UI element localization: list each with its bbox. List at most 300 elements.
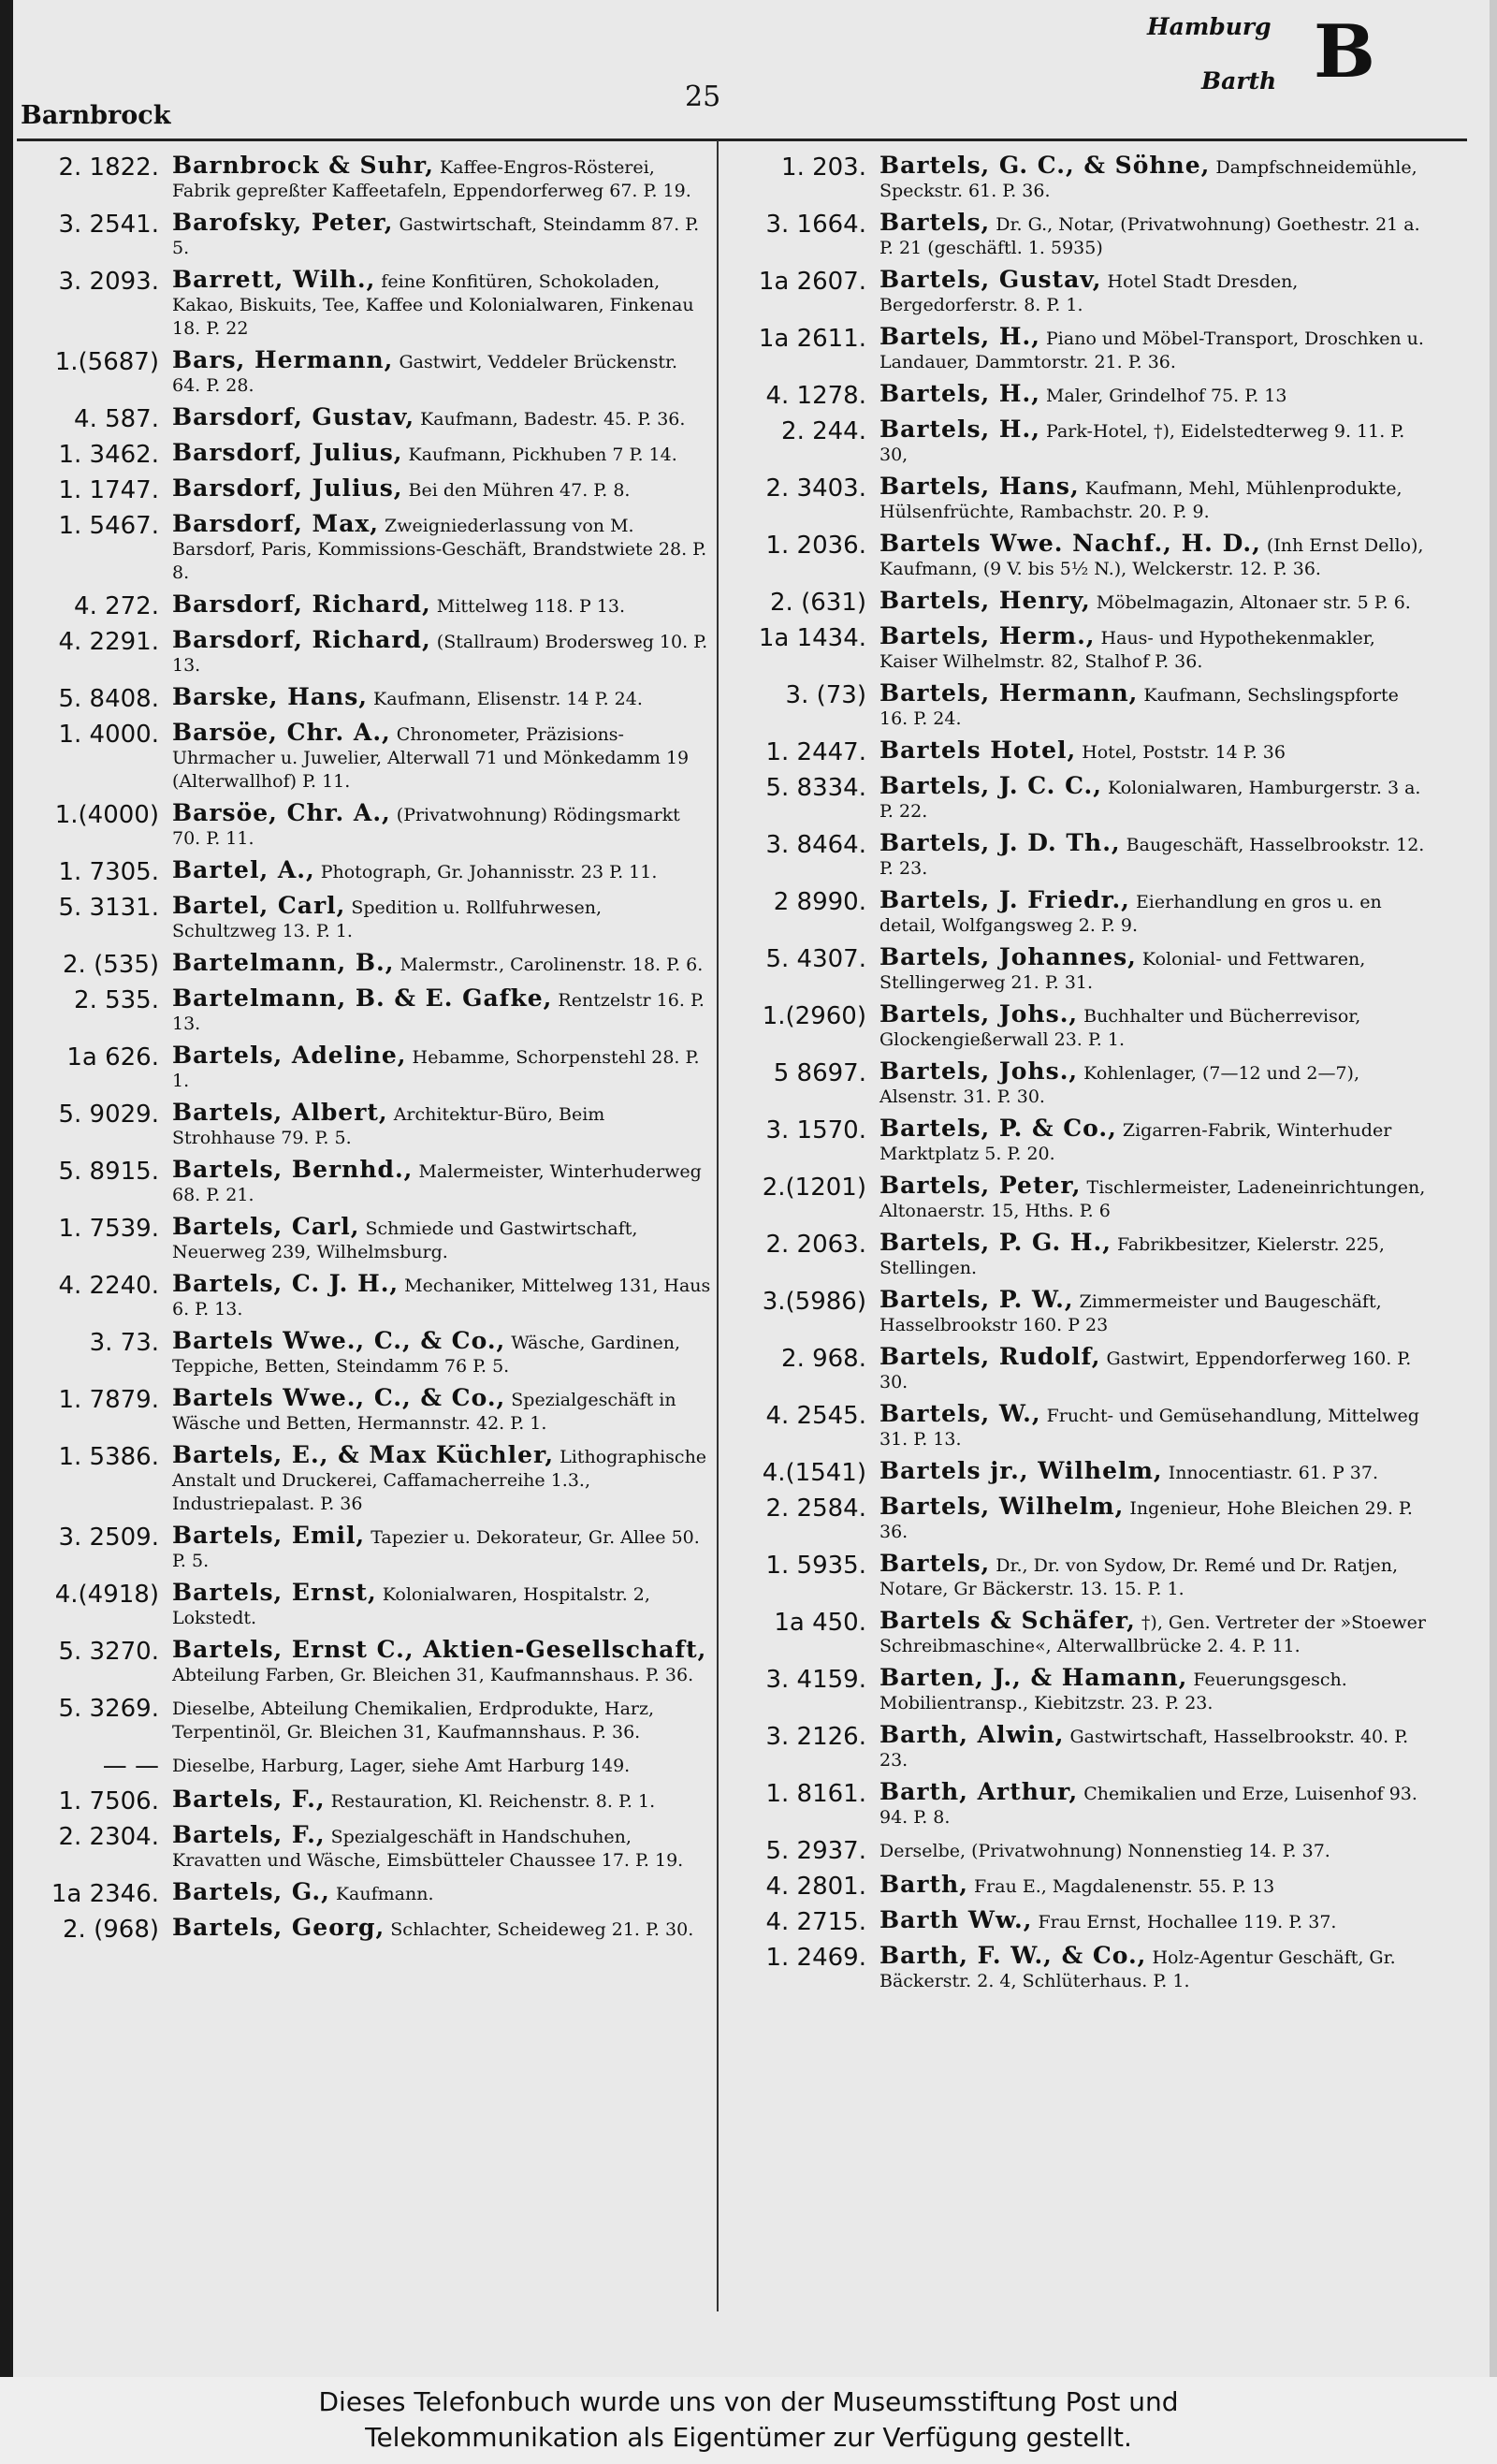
phone-number: 5. 8915. (58, 1158, 159, 1186)
entry-text (879, 1116, 1428, 1166)
subscriber-name: Barofsky, Peter, (172, 209, 394, 236)
subscriber-detail: Frau E., Magdalenenstr. 55. P. 13 (973, 1876, 1275, 1897)
directory-entry (735, 1231, 1428, 1280)
directory-entry (735, 1059, 1428, 1109)
entry-text (879, 1402, 1428, 1451)
entry-text (172, 1823, 711, 1873)
directory-entry (19, 1524, 711, 1573)
phone-number: 2. 2063. (765, 1231, 866, 1259)
subscriber-name: Barrett, Wilh., (172, 266, 376, 293)
subscriber-detail: Mittelweg 118. P 13. (436, 596, 626, 617)
phone-number: 3.(5986) (762, 1288, 866, 1316)
phone-number: 5 8697. (773, 1059, 866, 1087)
subscriber-detail: Frucht- und Gemüsehandlung, Mittelweg 31. P. 13. (879, 1406, 1419, 1450)
subscriber-detail: Spezialgeschäft in Wäsche und Betten, Hermannstr. 42. P. 1. (172, 1390, 676, 1434)
directory-entry (19, 1386, 711, 1436)
directory-entry (735, 945, 1428, 995)
phone-number: 3. 8464. (765, 831, 866, 859)
subscriber-name: Bartels, Georg, (172, 1914, 385, 1941)
entry-text (879, 1288, 1428, 1337)
page-binding-edge (0, 0, 13, 2377)
subscriber-name: Barsöe, Chr. A., (172, 799, 391, 826)
subscriber-name: Barth, Arthur, (879, 1778, 1079, 1805)
entry-text (172, 1638, 711, 1687)
subscriber-detail: Gastwirtschaft, Hasselbrookstr. 40. P. 23. (879, 1727, 1409, 1771)
subscriber-name: Bartels, Henry, (879, 587, 1091, 614)
entry-text (172, 1443, 711, 1516)
subscriber-detail: Hotel, Poststr. 14 P. 36 (1082, 742, 1286, 763)
phone-number: 1a 2346. (51, 1880, 159, 1908)
phone-number: 4. 2801. (765, 1873, 866, 1901)
entry-text (879, 417, 1428, 467)
entry-text (879, 1873, 1428, 1899)
entry-text (172, 628, 711, 678)
subscriber-name: Bartels, Johannes, (879, 943, 1137, 970)
right-catchword-name: Barth (1201, 67, 1277, 95)
subscriber-detail: (Stallraum) Brodersweg 10. P. 13. (172, 632, 708, 676)
directory-entry (19, 951, 711, 979)
entry-text (879, 1059, 1428, 1109)
subscriber-name: Barsdorf, Julius, (172, 439, 403, 466)
entry-text (879, 153, 1428, 203)
directory-entry (735, 1116, 1428, 1166)
entry-text (172, 1581, 711, 1630)
entry-text (172, 1752, 711, 1778)
phone-number: 1.(4000) (54, 801, 159, 829)
subscriber-detail: Kaufmann, Elisenstr. 14 P. 24. (373, 689, 643, 709)
entry-text (879, 1494, 1428, 1544)
phone-number: 1. 2447. (765, 738, 866, 766)
subscriber-detail: Park-Hotel, †), Eidelstedterweg 9. 11. P. 30, (879, 421, 1405, 465)
subscriber-name: Bartels, Emil, (172, 1522, 366, 1549)
entry-text (172, 1916, 711, 1942)
subscriber-name: Bartels, G., (172, 1878, 330, 1905)
directory-entry (19, 1752, 711, 1780)
subscriber-detail: Kaffee-Engros-Rösterei, Fabrik gepreßter Kaffeetafeln, Eppendorferweg 67. P. 19. (172, 157, 691, 201)
phone-number: 4.(1541) (762, 1459, 866, 1487)
phone-number: 2. (631) (770, 589, 866, 617)
subscriber-name: Bartels, Gustav, (879, 266, 1102, 293)
entry-text (879, 945, 1428, 995)
directory-entry (735, 1944, 1428, 1993)
phone-number: 1. 7879. (58, 1386, 159, 1414)
directory-entry (19, 153, 711, 203)
directory-entry (735, 681, 1428, 731)
subscriber-detail: (Inh Ernst Dello), Kaufmann, (9 V. bis 5½ N.), Welckerstr. 12. P. 36. (879, 535, 1424, 579)
directory-entry (735, 417, 1428, 467)
phone-number: 4. 587. (74, 405, 159, 433)
entry-text (879, 1666, 1428, 1715)
right-column (735, 153, 1428, 2001)
left-column (19, 153, 711, 1951)
directory-entry (735, 1345, 1428, 1394)
phone-number: 4. 2545. (765, 1402, 866, 1430)
subscriber-name: Bartels, Hermann, (879, 679, 1139, 707)
right-catchword-city: Hamburg (1147, 13, 1272, 40)
directory-entry (19, 1158, 711, 1207)
subscriber-detail: Feuerungsgesch. Mobilientransp., Kiebitzstr. 23. P. 23. (879, 1669, 1347, 1713)
directory-entry (19, 1215, 711, 1264)
subscriber-name: Bartels, F., (172, 1821, 326, 1848)
subscriber-name: Barth, (879, 1871, 968, 1898)
subscriber-detail: Schlachter, Scheideweg 21. P. 30. (390, 1919, 694, 1940)
phone-number: 2 8990. (773, 888, 866, 916)
subscriber-name: Bartels, J. Friedr., (879, 886, 1130, 913)
subscriber-detail: Kaufmann, Sechslingspforte 16. P. 24. (879, 685, 1399, 729)
subscriber-detail: Frau Ernst, Hochallee 119. P. 37. (1038, 1912, 1337, 1932)
subscriber-detail: Zigarren-Fabrik, Winterhuder Marktplatz 5. P. 20. (879, 1120, 1392, 1164)
directory-entry (735, 1494, 1428, 1544)
entry-text (879, 774, 1428, 824)
phone-number: 1. 5386. (58, 1443, 159, 1471)
subscriber-name: Bartels Hotel, (879, 736, 1077, 764)
subscriber-detail: Kolonialwaren, Hospitalstr. 2, Lokstedt. (172, 1584, 650, 1628)
subscriber-detail: Mechaniker, Mittelweg 131, Haus 6. P. 13. (172, 1276, 711, 1319)
subscriber-detail: Kaufmann, Mehl, Mühlenprodukte, Hülsenfrüchte, Rambachstr. 20. P. 9. (879, 478, 1403, 522)
phone-number: 2. (968) (63, 1916, 159, 1944)
subscriber-detail: Dampfschneidemühle, Speckstr. 61. P. 36. (879, 157, 1417, 201)
subscriber-detail: Kaufmann. (335, 1884, 434, 1904)
directory-entry (19, 441, 711, 469)
directory-entry (735, 738, 1428, 766)
directory-entry (735, 1723, 1428, 1772)
subscriber-detail: Fabrikbesitzer, Kielerstr. 225, Stellingen. (879, 1234, 1385, 1278)
subscriber-detail: Maler, Grindelhof 75. P. 13 (1046, 386, 1287, 406)
entry-text (172, 1386, 711, 1436)
directory-entry (735, 532, 1428, 581)
phone-number: 5. 3131. (58, 894, 159, 922)
entry-text (172, 1524, 711, 1573)
subscriber-name: Bartels, H., (879, 380, 1040, 407)
subscriber-name: Barth, Alwin, (879, 1721, 1065, 1748)
entry-text (172, 986, 711, 1036)
directory-entry (19, 1787, 711, 1815)
entry-text (879, 738, 1428, 765)
entry-text (879, 589, 1428, 615)
subscriber-detail: Malermstr., Carolinenstr. 18. P. 6. (400, 955, 704, 975)
entry-text (879, 831, 1428, 881)
directory-entry (735, 888, 1428, 938)
directory-entry (735, 774, 1428, 824)
subscriber-name: Bartels, G. C., & Söhne, (879, 152, 1211, 179)
directory-entry (19, 592, 711, 620)
phone-number: 2. 244. (781, 417, 866, 445)
directory-entry (735, 831, 1428, 881)
directory-entry (19, 685, 711, 713)
subscriber-detail: Kolonialwaren, Hamburgerstr. 3 a. P. 22. (879, 778, 1421, 822)
directory-entry (19, 1695, 711, 1744)
header-rule (17, 139, 1467, 141)
entry-text (172, 1043, 711, 1093)
subscriber-detail: Rentzelstr 16. P. 13. (172, 990, 705, 1034)
subscriber-detail: Kaufmann, Badestr. 45. P. 36. (420, 409, 686, 430)
directory-entry (19, 1443, 711, 1516)
entry-text (879, 624, 1428, 674)
phone-number: 1. 203. (781, 153, 866, 182)
subscriber-detail: Architektur-Büro, Beim Strohhause 79. P. 5. (172, 1104, 605, 1148)
subscriber-name: Bartel, A., (172, 856, 315, 883)
directory-entry (19, 405, 711, 433)
entry-text (879, 211, 1428, 260)
phone-number: 1. 7305. (58, 858, 159, 886)
subscriber-detail: Restauration, Kl. Reichenstr. 8. P. 1. (330, 1791, 656, 1812)
subscriber-name: Bartelmann, B. & E. Gafke, (172, 984, 553, 1012)
entry-text (172, 211, 711, 260)
phone-number: 4. 2291. (58, 628, 159, 656)
phone-number: 4. 2715. (765, 1908, 866, 1936)
directory-entry (19, 1638, 711, 1687)
phone-number: 5. 4307. (765, 945, 866, 973)
subscriber-detail: Piano und Möbel-Transport, Droschken u. Landauer, Dammtorstr. 21. P. 36. (879, 328, 1424, 372)
entry-text (172, 1695, 711, 1744)
subscriber-detail: Kaufmann, Pickhuben 7 P. 14. (408, 445, 677, 465)
phone-number: 1. 7506. (58, 1787, 159, 1815)
phone-number: 1a 626. (66, 1043, 159, 1072)
directory-entry (735, 1908, 1428, 1936)
subscriber-name: Bartels, E., & Max Küchler, (172, 1441, 555, 1468)
phone-number: 5. 9029. (58, 1101, 159, 1129)
phone-number: 5. 2937. (765, 1837, 866, 1865)
subscriber-name: Bartels, Hans, (879, 473, 1080, 500)
subscriber-detail: Gastwirt, Veddeler Brückenstr. 64. P. 28. (172, 352, 678, 396)
subscriber-name: Barske, Hans, (172, 683, 368, 710)
page-number: 25 (685, 80, 721, 113)
entry-text (879, 1174, 1428, 1223)
directory-entry (19, 721, 711, 794)
entry-text (172, 348, 711, 398)
phone-number: 1. 5935. (765, 1552, 866, 1580)
directory-entry (19, 986, 711, 1036)
phone-number: 2. 968. (781, 1345, 866, 1373)
subscriber-name: Barsdorf, Julius, (172, 474, 403, 502)
phone-number: 4. 272. (74, 592, 159, 620)
phone-number: 1. 2036. (765, 532, 866, 560)
subscriber-name: Bartels, Herm., (879, 622, 1096, 649)
directory-entry (19, 1823, 711, 1873)
subscriber-name: Bartels, C. J. H., (172, 1270, 400, 1297)
subscriber-name: Barsdorf, Richard, (172, 626, 431, 653)
directory-entry (735, 1402, 1428, 1451)
phone-number: 4. 1278. (765, 382, 866, 410)
subscriber-name: Barth Ww., (879, 1906, 1033, 1933)
directory-entry (735, 1666, 1428, 1715)
subscriber-detail: Schmiede und Gastwirtschaft, Neuerweg 239, Wilhelmsburg. (172, 1218, 638, 1262)
phone-number: 2. 3403. (765, 474, 866, 503)
subscriber-detail: Zimmermeister und Baugeschäft, Hasselbrookstr 160. P 23 (879, 1291, 1382, 1335)
phone-number: 3. 2509. (58, 1524, 159, 1552)
subscriber-detail: †), Gen. Vertreter der »Stoewer Schreibmaschine«, Alterwallbrücke 2. 4. P. 11. (879, 1612, 1426, 1656)
phone-number: 2. 2584. (765, 1494, 866, 1523)
phone-number: 5. 3270. (58, 1638, 159, 1666)
subscriber-name: Bartels, (879, 209, 991, 236)
directory-entry (735, 153, 1428, 203)
subscriber-name: Bartels, Ernst C., Aktien-Gesellschaft, (172, 1636, 707, 1663)
directory-entry (19, 1916, 711, 1944)
entry-text (879, 1908, 1428, 1934)
directory-entry (19, 1581, 711, 1630)
phone-number: 2. 1822. (58, 153, 159, 182)
subscriber-detail: Malermeister, Winterhuderweg 68. P. 21. (172, 1161, 702, 1205)
subscriber-detail: Gastwirtschaft, Steindamm 87. P. 5. (172, 214, 700, 258)
directory-entry (19, 1272, 711, 1321)
directory-entry (735, 1174, 1428, 1223)
subscriber-name: Bartels, Peter, (879, 1172, 1082, 1199)
entry-text (172, 721, 711, 794)
entry-text (172, 1880, 711, 1906)
phone-number: — — (102, 1752, 159, 1780)
subscriber-name: Bartels jr., Wilhelm, (879, 1457, 1163, 1484)
section-letter: B (1314, 9, 1375, 95)
subscriber-name: Barth, F. W., & Co., (879, 1942, 1147, 1969)
entry-text (172, 858, 711, 884)
subscriber-detail: Tapezier u. Dekorateur, Gr. Allee 50. P. 5. (172, 1527, 700, 1571)
directory-entry (735, 474, 1428, 524)
phone-number: 4. 2240. (58, 1272, 159, 1300)
subscriber-name: Bartels, Rudolf, (879, 1343, 1101, 1370)
subscriber-detail: Baugeschäft, Hasselbrookstr. 12. P. 23. (879, 835, 1425, 879)
subscriber-detail: Derselbe, (Privatwohnung) Nonnenstieg 14. P. 37. (879, 1841, 1330, 1861)
phone-number: 1. 7539. (58, 1215, 159, 1243)
subscriber-name: Bartels, P. & Co., (879, 1115, 1117, 1142)
phone-number: 5. 3269. (58, 1695, 159, 1723)
entry-text (172, 153, 711, 203)
subscriber-detail: Kohlenlager, (7—12 und 2—7), Alsenstr. 31. P. 30. (879, 1063, 1359, 1107)
subscriber-detail: (Privatwohnung) Rödingsmarkt 70. P. 11. (172, 805, 680, 849)
phone-number: 1a 2611. (758, 325, 866, 353)
phone-number: 3. 1570. (765, 1116, 866, 1145)
phone-number: 2.(1201) (762, 1174, 866, 1202)
entry-text (879, 474, 1428, 524)
subscriber-detail: Möbelmagazin, Altonaer str. 5 P. 6. (1096, 592, 1411, 613)
subscriber-name: Bartels, Bernhd., (172, 1156, 414, 1183)
directory-entry (735, 1780, 1428, 1830)
entry-text (879, 268, 1428, 317)
directory-entry (19, 894, 711, 943)
directory-entry (735, 325, 1428, 374)
phone-number: 2. (535) (63, 951, 159, 979)
phone-number: 5. 8408. (58, 685, 159, 713)
directory-entry (19, 512, 711, 585)
entry-text (172, 441, 711, 467)
phone-number: 2. 2304. (58, 1823, 159, 1851)
subscriber-name: Bartels, (879, 1550, 991, 1577)
subscriber-detail: Spezialgeschäft in Handschuhen, Kravatten und Wäsche, Eimsbütteler Chaussee 17. P. 19. (172, 1827, 684, 1871)
subscriber-name: Bartels, Adeline, (172, 1042, 407, 1069)
entry-text (172, 476, 711, 503)
subscriber-name: Bartels & Schäfer, (879, 1607, 1136, 1634)
directory-entry (735, 1459, 1428, 1487)
subscriber-detail: Eierhandlung en gros u. en detail, Wolfgangsweg 2. P. 9. (879, 892, 1382, 936)
subscriber-detail: Haus- und Hypothekenmakler, Kaiser Wilhelmstr. 82, Stalhof P. 36. (879, 628, 1375, 672)
subscriber-name: Barsdorf, Richard, (172, 590, 431, 618)
directory-entry (735, 589, 1428, 617)
directory-entry (19, 858, 711, 886)
entry-text (172, 685, 711, 711)
phone-number: 3. 4159. (765, 1666, 866, 1694)
entry-text (879, 1231, 1428, 1280)
subscriber-name: Bartels, Johs., (879, 1000, 1079, 1028)
subscriber-detail: Bei den Mühren 47. P. 8. (408, 480, 631, 501)
left-catchword: Barnbrock (21, 101, 171, 130)
phone-number: 1.(2960) (762, 1002, 866, 1030)
directory-entry (735, 624, 1428, 674)
subscriber-detail: Abteilung Farben, Gr. Bleichen 31, Kaufmannshaus. P. 36. (172, 1665, 694, 1685)
entry-text (879, 325, 1428, 374)
directory-entry (19, 1880, 711, 1908)
subscriber-name: Bartel, Carl, (172, 892, 346, 919)
subscriber-name: Bartels, H., (879, 416, 1040, 443)
directory-entry (735, 1288, 1428, 1337)
phone-number: 3. 1664. (765, 211, 866, 239)
subscriber-name: Barsöe, Chr. A., (172, 719, 391, 746)
entry-text (172, 894, 711, 943)
phone-number: 2. 535. (74, 986, 159, 1014)
directory-entry (19, 211, 711, 260)
entry-text (172, 1101, 711, 1150)
subscriber-detail: Innocentiastr. 61. P 37. (1168, 1463, 1379, 1483)
subscriber-name: Bartels, Wilhelm, (879, 1493, 1125, 1520)
subscriber-name: Bartels, Carl, (172, 1213, 360, 1240)
subscriber-name: Bartels, W., (879, 1400, 1041, 1427)
entry-text (879, 1609, 1428, 1658)
phonebook-page (13, 0, 1490, 2377)
subscriber-detail: Kolonial- und Fettwaren, Stellingerweg 21. P. 31. (879, 949, 1366, 993)
subscriber-detail: Photograph, Gr. Johannisstr. 23 P. 11. (320, 862, 658, 882)
subscriber-name: Bartels, Albert, (172, 1099, 388, 1126)
subscriber-name: Barsdorf, Gustav, (172, 403, 415, 430)
directory-entry (735, 211, 1428, 260)
subscriber-detail: Chemikalien und Erze, Luisenhof 93. 94. P. 8. (879, 1784, 1417, 1828)
directory-entry (19, 348, 711, 398)
directory-entry (19, 628, 711, 678)
entry-text (879, 382, 1428, 408)
subscriber-detail: Dieselbe, Abteilung Chemikalien, Erdprodukte, Harz, Terpentinöl, Gr. Bleichen 31, Kaufmannshaus. P. 36. (172, 1699, 655, 1742)
entry-text (172, 1272, 711, 1321)
subscriber-name: Bartels, P. W., (879, 1286, 1074, 1313)
subscriber-detail: Hebamme, Schorpenstehl 28. P. 1. (172, 1047, 700, 1091)
phone-number: 1. 8161. (765, 1780, 866, 1808)
phone-number: 4.(4918) (54, 1581, 159, 1609)
phone-number: 3. 73. (89, 1329, 159, 1357)
subscriber-detail: Ingenieur, Hohe Bleichen 29. P. 36. (879, 1498, 1413, 1542)
phone-number: 1. 2469. (765, 1944, 866, 1972)
phone-number: 1a 1434. (758, 624, 866, 652)
entry-text (879, 1459, 1428, 1485)
subscriber-name: Barten, J., & Hamann, (879, 1664, 1188, 1691)
directory-entry (19, 1043, 711, 1093)
entry-text (879, 1837, 1428, 1863)
entry-text (172, 512, 711, 585)
entry-text (879, 1944, 1428, 1993)
subscriber-detail: Tischlermeister, Ladeneinrichtungen, Altonaerstr. 15, Hths. P. 6 (879, 1177, 1426, 1221)
entry-text (879, 1723, 1428, 1772)
phone-number: 3. 2541. (58, 211, 159, 239)
subscriber-detail: Wäsche, Gardinen, Teppiche, Betten, Steindamm 76 P. 5. (172, 1333, 681, 1377)
entry-text (172, 801, 711, 851)
directory-entry (735, 1002, 1428, 1052)
subscriber-detail: Dr. G., Notar, (Privatwohnung) Goethestr. 21 a. P. 21 (geschäftl. 1. 5935) (879, 214, 1420, 258)
subscriber-name: Bartels, J. C. C., (879, 772, 1102, 799)
subscriber-name: Bartels Wwe., C., & Co., (172, 1384, 506, 1411)
entry-text (172, 592, 711, 619)
entry-text (172, 951, 711, 977)
subscriber-name: Bartels Wwe. Nachf., H. D., (879, 530, 1261, 557)
entry-text (172, 268, 711, 341)
entry-text (879, 888, 1428, 938)
entry-text (879, 1552, 1428, 1601)
subscriber-detail: Lithographische Anstalt und Druckerei, Caffamacherreihe 1.3., Industriepalast. P. 36 (172, 1447, 707, 1514)
entry-text (879, 532, 1428, 581)
